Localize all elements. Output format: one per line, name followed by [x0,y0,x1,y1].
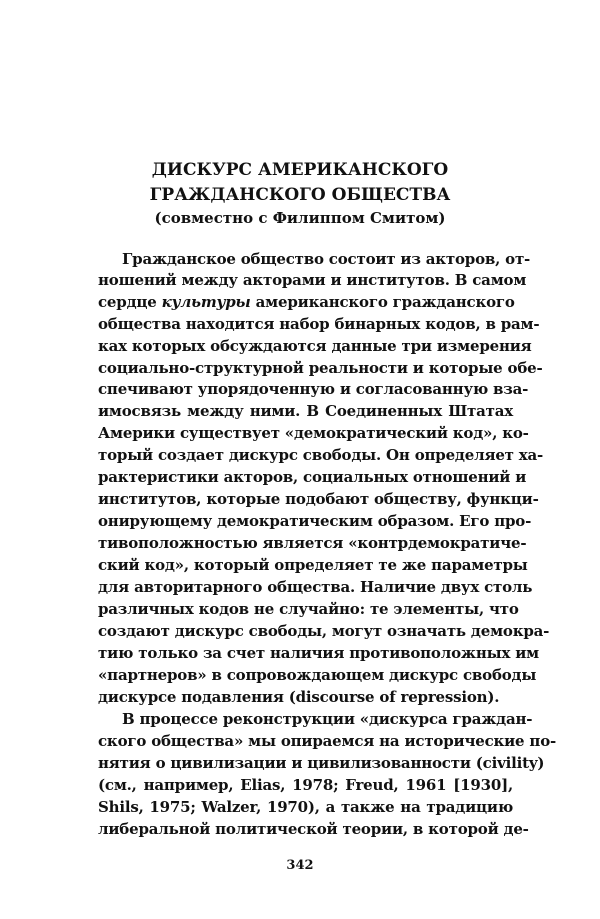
page-number: 342 [286,858,314,873]
text-line: Shils, 1975; Walzer, 1970), а также на традицию [98,798,513,816]
text-line: ках которых обсуждаются данные три измерения [98,337,532,355]
text-line: нятия о цивилизации и цивилизованности (civility) [98,754,545,772]
text-line-mixed [98,292,513,312]
text-line: (см., например, Elias, 1978; Freud, 1961 [1930], [98,776,513,794]
text-line: Америки существует «демократический код», ко- [98,424,529,442]
chapter-title-line-2: ГРАЖДАНСКОГО ОБЩЕСТВА [149,185,451,205]
text-line: институтов, которые подобают обществу, функци- [98,490,539,508]
text-line: либеральной политической теории, в которой де- [98,820,529,838]
text-line: ский код», который определяет те же параметры [98,556,528,574]
chapter-title-line-1: ДИСКУРС АМЕРИКАНСКОГО [151,160,449,180]
text-line: ского общества» мы опираемся на исторические по- [98,732,557,750]
text-line: онирующему демократическим образом. Его про- [98,512,532,530]
text-line: В процессе реконструкции «дискурса граждан- [122,710,533,728]
text-line: рактеристики акторов, социальных отношений и [98,468,527,486]
text-line: тию только за счет наличия противоположных им [98,644,540,662]
text-line: ношений между акторами и институтов. В самом [98,271,527,289]
emphasis-word: культуры [161,293,251,311]
text-line: создают дискурс свободы, могут означать демокра- [98,622,550,640]
text-fragment: сердце [98,293,157,311]
text-line: торый создает дискурс свободы. Он определяет ха- [98,446,544,464]
text-line: имосвязь между ними. В Соединенных Штатах [98,402,513,420]
chapter-subtitle: (совместно с Филиппом Смитом) [154,209,446,227]
text-fragment: американского гражданского [255,293,515,311]
text-line: тивоположностью является «контрдемократиче- [98,534,527,552]
text-line: различных кодов не случайно: те элементы, что [98,600,519,618]
text-line: спечивают упорядоченную и согласованную вза- [98,380,529,398]
text-line: социально-структурной реальности и которые обе- [98,359,543,377]
text-line: общества находится набор бинарных кодов, в рам- [98,315,540,333]
text-line: для авторитарного общества. Наличие двух столь [98,578,533,596]
text-line: «партнеров» в сопровождающем дискурс свободы [98,666,537,684]
text-line: Гражданское общество состоит из акторов, от- [122,250,531,268]
text-line: дискурсе подавления (discourse of repression). [98,688,500,706]
